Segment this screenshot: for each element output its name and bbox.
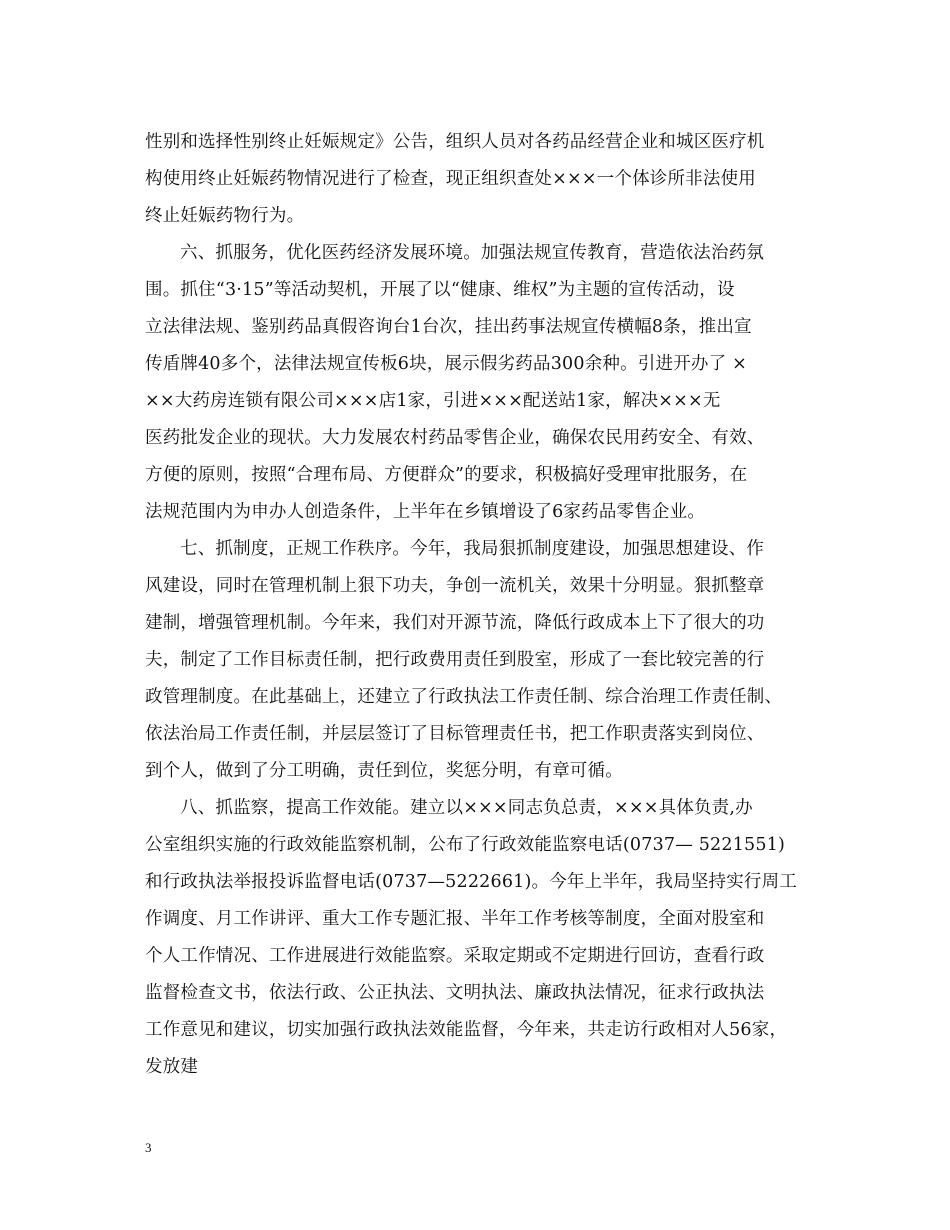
text-line: 性别和选择性别终止妊娠规定》公告，组织人员对各药品经营企业和城区医疗机 (145, 132, 765, 152)
text-line: 作调度、月工作讲评、重大工作专题汇报、半年工作考核等制度，全面对股室和 (145, 909, 765, 929)
text-line: 法规范围内为申办人创造条件，上半年在乡镇增设了6家药品零售企业。 (145, 502, 706, 522)
text-line: 发放建 (145, 1057, 199, 1077)
text-line: 监督检查文书，依法行政、公正执法、文明执法、廉政执法情况，征求行政执法 (145, 983, 765, 1003)
text-line: 依法治局工作责任制，并层层签订了目标管理责任书，把工作职责落实到岗位、 (145, 724, 765, 744)
text-line: 到个人，做到了分工明确，责任到位，奖惩分明，有章可循。 (145, 761, 623, 781)
page-number: 3 (145, 1140, 152, 1155)
text-line: 立法律法规、鉴别药品真假咨询台1台次，挂出药事法规宣传横幅8条，推出宣 (145, 317, 752, 337)
text-line: 夫，制定了工作目标责任制，把行政费用责任到股室，形成了一套比较完善的行 (145, 650, 765, 670)
text-line: 构使用终止妊娠药物情况进行了检查，现正组织查处×××一个体诊所非法使用 (145, 169, 756, 189)
section-7-heading-line: 七、抓制度，正规工作秩序。今年，我局狠抓制度建设，加强思想建设、作 (180, 539, 765, 559)
text-line: 政管理制度。在此基础上，还建立了行政执法工作责任制、综合治理工作责任制、 (145, 687, 783, 707)
document-body (145, 124, 810, 1086)
section-6-heading-line: 六、抓服务，优化医药经济发展环境。加强法规宣传教育，营造依法治药氛 (180, 243, 765, 263)
text-line: 公室组织实施的行政效能监察机制，公布了行政效能监察电话(0737— 5221551) (145, 835, 786, 855)
section-8-heading-line: 八、抓监察，提高工作效能。建立以×××同志负总责，×××具体负责,办 (180, 798, 753, 818)
text-line: 围。抓住“3·15”等活动契机，开展了以“健康、维权”为主题的宣传活动，设 (145, 280, 735, 300)
text-line: 终止妊娠药物行为。 (145, 206, 305, 226)
text-line: 方便的原则，按照“合理布局、方便群众”的要求，积极搞好受理审批服务，在 (145, 465, 748, 485)
text-line: 和行政执法举报投诉监督电话(0737—5222661)。今年上半年，我局坚持实行周工 (145, 872, 798, 892)
text-line: 工作意见和建议，切实加强行政执法效能监督，今年来，共走访行政相对人56家， (145, 1020, 788, 1040)
text-line: ××大药房连锁有限公司×××店1家，引进×××配送站1家，解决×××无 (145, 391, 721, 411)
text-line: 传盾牌40多个，法律法规宣传板6块，展示假劣药品300余种。引进开办了 × (145, 354, 747, 374)
text-line: 风建设，同时在管理机制上狠下功夫，争创一流机关，效果十分明显。狠抓整章 (145, 576, 765, 596)
text-line: 建制，增强管理机制。今年来，我们对开源节流，降低行政成本上下了很大的功 (145, 613, 765, 633)
text-line: 医药批发企业的现状。大力发展农村药品零售企业，确保农民用药安全、有效、 (145, 428, 765, 448)
text-line: 个人工作情况、工作进展进行效能监察。采取定期或不定期进行回访，查看行政 (145, 946, 765, 966)
